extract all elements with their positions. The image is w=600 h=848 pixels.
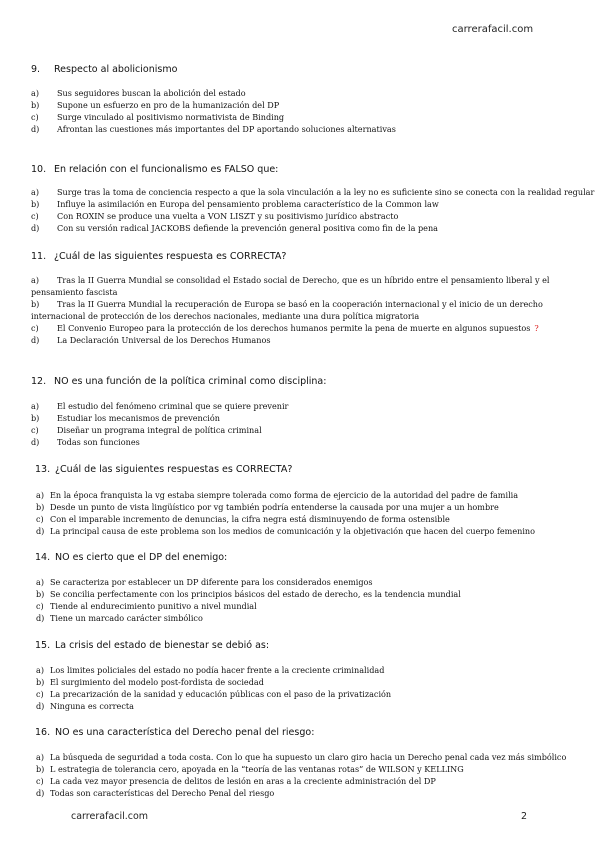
option-b: b) Influye la asimilación en Europa del pensamiento problema característico de la Common law — [31, 198, 439, 209]
question-text: ¿Cuál de las siguientes respuesta es CORRECTA? — [54, 251, 287, 262]
question-12-options — [31, 401, 288, 449]
question-text: NO es cierto que el DP del enemigo: — [55, 552, 228, 563]
question-15-title — [35, 640, 269, 651]
footer-site: carrerafacil.com — [71, 811, 149, 822]
option-b: b) Estudiar los mecanismos de prevención — [31, 412, 220, 423]
question-number: 11. — [31, 251, 47, 262]
option-a: a) Los limites policiales del estado no podía hacer frente a la creciente criminalidad — [36, 665, 385, 675]
option-b: b) Se concilia perfectamente con los principios básicos del estado de derecho, es la tendencia mundial — [36, 588, 461, 599]
option-b: b) Desde un punto de vista lingüístico por vg también podría entenderse la causada por una mujer a un hombre — [36, 501, 499, 512]
question-9-title — [31, 64, 177, 75]
option-c: c) Con ROXIN se produce una vuelta a VON LISZT y su positivismo jurídico abstracto — [31, 210, 399, 221]
page-number: 2 — [521, 811, 528, 822]
option-c: c) La precarización de la sanidad y educación públicas con el paso de la privatización — [36, 688, 392, 699]
question-number: 16. — [35, 727, 51, 738]
question-number: 10. — [31, 164, 47, 175]
question-mark: ? — [534, 322, 539, 333]
question-10-title — [31, 164, 278, 175]
option-a: a) En la época franquista la vg estaba siempre tolerada como forma de ejercicio de la autoridad del padre de familia — [36, 490, 519, 500]
option-c: c) Diseñar un programa integral de política criminal — [31, 424, 262, 435]
question-number: 12. — [31, 376, 47, 387]
option-b: b) L estrategia de tolerancia cero, apoyada en la “teoría de las ventanas rotas” de WILSON y KELLING — [36, 763, 464, 774]
question-text: En relación con el funcionalismo es FALSO que: — [54, 164, 279, 175]
header-site: carrerafacil.com — [452, 24, 534, 35]
question-9-options — [31, 88, 396, 136]
option-b: b) Tras la II Guerra Mundial la recuperación de Europa se basó en la cooperación internacional y el inicio de un derecho internacional de protección de los derechos nacionales, mediante una dura política migratoria — [31, 298, 543, 321]
option-a: a) Se caracteriza por establecer un DP diferente para los considerados enemigos — [36, 577, 373, 587]
option-a: a) El estudio del fenómeno criminal que se quiere prevenir — [31, 401, 289, 411]
question-text: La crisis del estado de bienestar se debió as: — [55, 640, 270, 651]
option-d: d) Ninguna es correcta — [36, 700, 134, 711]
option-c: c) La cada vez mayor presencia de delitos de lesión en aras a la creciente administración del DP — [36, 775, 436, 786]
question-12-title — [31, 376, 326, 387]
option-d: d) Tiene un marcado carácter simbólico — [36, 612, 203, 623]
option-d: d) La Declaración Universal de los Derechos Humanos — [31, 334, 271, 345]
question-number: 15. — [35, 640, 51, 651]
question-16-options — [36, 752, 566, 800]
question-14-title — [35, 552, 227, 563]
option-a: a) Sus seguidores buscan la abolición del estado — [31, 88, 246, 98]
question-number: 9. — [31, 64, 41, 75]
question-text: NO es una característica del Derecho penal del riesgo: — [55, 727, 315, 738]
question-11-title — [31, 251, 286, 262]
option-c: c) Con el imparable incremento de denuncias, la cifra negra está disminuyendo de forma ostensible — [36, 513, 450, 524]
option-a: a) Surge tras la toma de conciencia respecto a que la sola vinculación a la ley no es suficiente sino se conecta con la realidad regular — [31, 187, 595, 197]
option-d: d) Todas son características del Derecho Penal del riesgo — [36, 787, 275, 798]
option-d: d) Con su versión radical JACKOBS defiende la prevención general positiva como fin de la pena — [31, 222, 439, 233]
option-b: b) Supone un esfuerzo en pro de la humanización del DP — [31, 99, 280, 110]
option-c: c) Tiende al endurecimiento punitivo a nivel mundial — [36, 600, 257, 611]
option-a: a) Tras la II Guerra Mundial se consolidad el Estado social de Derecho, que es un híbrido entre el pensamiento liberal y el pensamiento fascista — [31, 275, 550, 297]
question-text: Respecto al abolicionismo — [54, 64, 178, 75]
question-16-title — [35, 727, 314, 738]
question-text: ¿Cuál de las siguientes respuestas es CORRECTA? — [55, 464, 293, 475]
option-d: d) Afrontan las cuestiones más importantes del DP aportando soluciones alternativas — [31, 123, 396, 134]
question-number: 14. — [35, 552, 51, 563]
option-c: c) El Convenio Europeo para la protección de los derechos humanos permite la pena de muerte en algunos supuestos ? — [31, 322, 539, 333]
option-d: d) Todas son funciones — [31, 436, 140, 447]
question-text: NO es una función de la política criminal como disciplina: — [54, 376, 327, 387]
option-c: c) Surge vinculado al positivismo normativista de Binding — [31, 111, 285, 122]
question-14-options — [36, 577, 461, 625]
option-b: b) El surgimiento del modelo post-fordista de sociedad — [36, 676, 264, 687]
question-number: 13. — [35, 464, 51, 475]
question-11-options — [31, 275, 591, 346]
question-10-options — [31, 187, 594, 235]
question-13-options — [36, 490, 535, 538]
option-a: a) La búsqueda de seguridad a toda costa. Con lo que ha supuesto un claro giro hacia un Derecho penal cada vez más simbólico — [36, 752, 567, 762]
option-d: d) La principal causa de este problema son los medios de comunicación y la objetivación que hacen del cuerpo femenino — [36, 525, 536, 536]
question-13-title — [35, 464, 292, 475]
question-15-options — [36, 665, 391, 713]
